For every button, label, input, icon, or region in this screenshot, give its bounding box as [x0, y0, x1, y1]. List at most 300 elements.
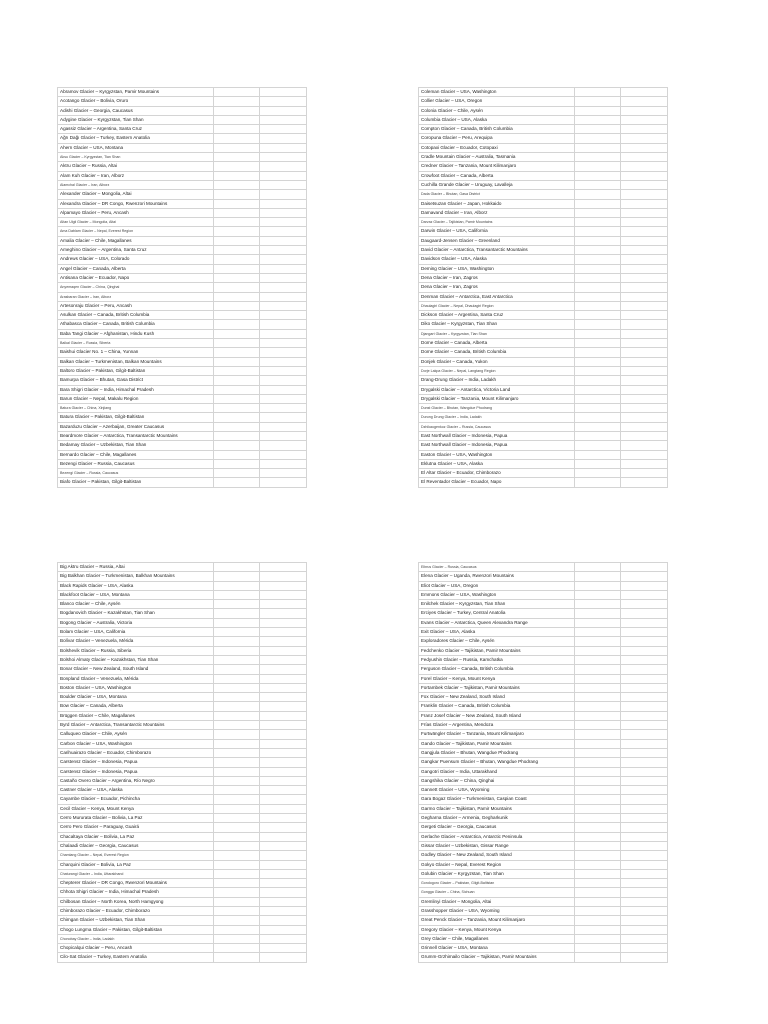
empty-cell	[575, 208, 621, 217]
table-row	[419, 916, 668, 925]
empty-cell	[214, 776, 260, 785]
empty-cell	[575, 879, 621, 888]
empty-cell	[575, 637, 621, 646]
table-row	[419, 180, 668, 189]
glacier-name-cell: Athabasca Glacier – Canada, British Columbia	[58, 320, 214, 329]
glacier-name-cell: Chamlang Glacier – Nepal, Everest Region	[58, 851, 214, 860]
table-row	[419, 459, 668, 468]
table-row	[419, 628, 668, 637]
table-row	[419, 171, 668, 180]
table-row	[58, 153, 307, 162]
glacier-name-cell: Abramov Glacier – Kyrgyzstan, Pamir Mountains	[58, 88, 214, 97]
empty-cell	[621, 478, 668, 487]
empty-cell	[575, 590, 621, 599]
table-row	[58, 106, 307, 115]
empty-cell	[621, 162, 668, 171]
table-row	[419, 693, 668, 702]
table-row	[58, 628, 307, 637]
empty-cell	[214, 925, 260, 934]
empty-cell	[621, 255, 668, 264]
table-row	[419, 711, 668, 720]
empty-cell	[575, 218, 621, 227]
empty-cell	[575, 906, 621, 915]
glacier-name-cell: Adygine Glacier – Kyrgyzstan, Tian Shan	[58, 115, 214, 124]
table-row	[58, 366, 307, 375]
empty-cell	[575, 227, 621, 236]
glacier-name-cell: Grumm-Grzhimailo Glacier – Tajikistan, Pamir Mountains	[419, 953, 575, 962]
glacier-name-cell: Arasbaran Glacier – Iran, Alborz	[58, 292, 214, 301]
glacier-name-cell: Brüggen Glacier – Chile, Magallanes	[58, 711, 214, 720]
empty-cell	[575, 674, 621, 683]
glacier-name-cell: Daugaard-Jensen Glacier – Greenland	[419, 236, 575, 245]
empty-cell	[621, 153, 668, 162]
table-row	[419, 665, 668, 674]
empty-cell	[260, 804, 307, 813]
table-row	[58, 385, 307, 394]
empty-cell	[260, 860, 307, 869]
empty-cell	[260, 609, 307, 618]
table-row	[58, 897, 307, 906]
empty-cell	[260, 153, 307, 162]
empty-cell	[260, 888, 307, 897]
glacier-name-cell: Blanco Glacier – Chile, Aysén	[58, 600, 214, 609]
empty-cell	[575, 888, 621, 897]
empty-cell	[575, 301, 621, 310]
empty-cell	[621, 711, 668, 720]
table-row	[419, 273, 668, 282]
empty-cell	[214, 88, 260, 97]
glacier-name-cell: Gangotri Glacier – India, Uttarakhand	[419, 767, 575, 776]
empty-cell	[260, 944, 307, 953]
glacier-name-cell: Gondogoro Glacier – Pakistan, Gilgit-Baltistan	[419, 879, 575, 888]
empty-cell	[260, 246, 307, 255]
table-row	[58, 804, 307, 813]
empty-cell	[621, 665, 668, 674]
empty-cell	[575, 897, 621, 906]
table-row	[419, 860, 668, 869]
empty-cell	[260, 171, 307, 180]
glacier-name-cell: Ahern Glacier – USA, Montana	[58, 143, 214, 152]
empty-cell	[621, 953, 668, 962]
table-row	[419, 934, 668, 943]
glacier-name-cell: Darvaz Glacier – Tajikistan, Pamir Mountains	[419, 218, 575, 227]
empty-cell	[621, 301, 668, 310]
empty-cell	[575, 431, 621, 440]
empty-cell	[575, 311, 621, 320]
glacier-name-cell: Dunst Glacier – Bhutan, Wangdue Phodrang	[419, 404, 575, 413]
empty-cell	[214, 944, 260, 953]
empty-cell	[621, 180, 668, 189]
empty-cell	[260, 953, 307, 962]
table-row	[419, 469, 668, 478]
table-row	[58, 655, 307, 664]
empty-cell	[621, 879, 668, 888]
empty-cell	[214, 459, 260, 468]
empty-cell	[575, 563, 621, 572]
empty-cell	[575, 581, 621, 590]
glacier-name-cell: Fedyushin Glacier – Russia, Kamchatka	[419, 655, 575, 664]
empty-cell	[260, 218, 307, 227]
empty-cell	[575, 655, 621, 664]
empty-cell	[260, 925, 307, 934]
table-row	[58, 609, 307, 618]
glacier-name-cell: Baba Tangi Glacier – Afghanistan, Hindu Kush	[58, 329, 214, 338]
glacier-name-cell: Chopicalqui Glacier – Peru, Ancash	[58, 944, 214, 953]
empty-cell	[214, 413, 260, 422]
empty-cell	[621, 944, 668, 953]
table-row	[419, 301, 668, 310]
empty-cell	[214, 376, 260, 385]
table-row	[58, 841, 307, 850]
empty-cell	[575, 441, 621, 450]
table-row	[419, 581, 668, 590]
empty-cell	[214, 394, 260, 403]
table-row	[58, 879, 307, 888]
empty-cell	[575, 841, 621, 850]
empty-cell	[621, 236, 668, 245]
empty-cell	[214, 628, 260, 637]
table-row	[419, 162, 668, 171]
table-row	[58, 469, 307, 478]
empty-cell	[214, 348, 260, 357]
empty-cell	[621, 450, 668, 459]
table-row	[58, 422, 307, 431]
empty-cell	[621, 459, 668, 468]
empty-cell	[260, 739, 307, 748]
empty-cell	[621, 97, 668, 106]
glacier-name-cell: Dzhikaugenkoz Glacier – Russia, Caucasus	[419, 422, 575, 431]
table-row	[58, 431, 307, 440]
table-row	[58, 618, 307, 627]
empty-cell	[575, 683, 621, 692]
empty-cell	[214, 422, 260, 431]
empty-cell	[621, 823, 668, 832]
empty-cell	[260, 106, 307, 115]
table-body	[419, 563, 668, 963]
empty-cell	[214, 702, 260, 711]
glacier-name-cell: Dome Glacier – Canada, British Columbia	[419, 348, 575, 357]
empty-cell	[575, 273, 621, 282]
empty-cell	[260, 283, 307, 292]
empty-cell	[575, 385, 621, 394]
table-row	[58, 869, 307, 878]
empty-cell	[214, 906, 260, 915]
empty-cell	[575, 339, 621, 348]
glacier-name-cell: Batura Glacier – China, Xinjiang	[58, 404, 214, 413]
empty-cell	[575, 730, 621, 739]
empty-cell	[214, 618, 260, 627]
glacier-name-cell: Elena Glacier – Uganda, Rwenzori Mountains	[419, 572, 575, 581]
table-row	[58, 450, 307, 459]
glacier-name-cell: Byrd Glacier – Antarctica, Transantarctic Mountains	[58, 721, 214, 730]
glacier-name-cell: Gremlinyi Glacier – Mongolia, Altai	[419, 897, 575, 906]
glacier-name-cell: Bogdanovich Glacier – Kazakhstan, Tian Shan	[58, 609, 214, 618]
glacier-name-cell: Gissar Glacier – Uzbekistan, Gissar Range	[419, 841, 575, 850]
glacier-name-cell: Exploradores Glacier – Chile, Aysén	[419, 637, 575, 646]
glacier-name-cell: Chalaadi Glacier – Georgia, Caucasus	[58, 841, 214, 850]
empty-cell	[621, 246, 668, 255]
empty-cell	[214, 590, 260, 599]
empty-cell	[260, 823, 307, 832]
empty-cell	[621, 637, 668, 646]
empty-cell	[575, 413, 621, 422]
table-row	[58, 227, 307, 236]
glacier-name-cell: Grey Glacier – Chile, Magallanes	[419, 934, 575, 943]
empty-cell	[621, 441, 668, 450]
empty-cell	[621, 292, 668, 301]
empty-cell	[260, 208, 307, 217]
glacier-name-cell: Bolshevik Glacier – Russia, Siberia	[58, 646, 214, 655]
empty-cell	[214, 329, 260, 338]
empty-cell	[621, 730, 668, 739]
empty-cell	[214, 236, 260, 245]
empty-cell	[260, 88, 307, 97]
glacier-name-cell: Anyemaqen Glacier – China, Qinghai	[58, 283, 214, 292]
empty-cell	[621, 171, 668, 180]
glacier-name-cell: Bamurpa Glacier – Bhutan, Gasa District	[58, 376, 214, 385]
empty-cell	[575, 869, 621, 878]
empty-cell	[621, 143, 668, 152]
empty-cell	[260, 637, 307, 646]
empty-cell	[214, 563, 260, 572]
glacier-name-cell: Furtwängler Glacier – Tanzania, Mount Kilimanjaro	[419, 730, 575, 739]
glacier-name-cell: Dena Glacier – Iran, Zagros	[419, 273, 575, 282]
table-row	[58, 301, 307, 310]
glacier-name-cell: Enilchek Glacier – Kyrgyzstan, Tian Shan	[419, 600, 575, 609]
glacier-name-cell: Cuchilla Grande Glacier – Uruguay, Lavalleja	[419, 180, 575, 189]
empty-cell	[575, 283, 621, 292]
empty-cell	[260, 702, 307, 711]
glacier-name-cell: Bernardo Glacier – Chile, Magallanes	[58, 450, 214, 459]
empty-cell	[621, 208, 668, 217]
empty-cell	[621, 851, 668, 860]
empty-cell	[260, 590, 307, 599]
empty-cell	[214, 283, 260, 292]
glacier-name-cell: Carstensz Glacier – Indonesia, Papua	[58, 767, 214, 776]
empty-cell	[575, 944, 621, 953]
empty-cell	[575, 702, 621, 711]
glacier-name-cell: Compton Glacier – Canada, British Columbia	[419, 125, 575, 134]
empty-cell	[575, 292, 621, 301]
table-row	[58, 730, 307, 739]
empty-cell	[575, 106, 621, 115]
empty-cell	[214, 758, 260, 767]
empty-cell	[214, 795, 260, 804]
empty-cell	[260, 459, 307, 468]
glacier-name-cell: Calluqueo Glacier – Chile, Aysén	[58, 730, 214, 739]
table-row	[58, 97, 307, 106]
glacier-name-cell: Boulder Glacier – USA, Montana	[58, 693, 214, 702]
glacier-name-cell: Fortambek Glacier – Tajikistan, Pamir Mountains	[419, 683, 575, 692]
glacier-name-cell: Gregory Glacier – Kenya, Mount Kenya	[419, 925, 575, 934]
glacier-name-cell: Cotopaxi Glacier – Ecuador, Cotopaxi	[419, 143, 575, 152]
table-row	[58, 739, 307, 748]
empty-cell	[621, 413, 668, 422]
empty-cell	[214, 246, 260, 255]
empty-cell	[214, 953, 260, 962]
empty-cell	[214, 227, 260, 236]
empty-cell	[214, 832, 260, 841]
table-row	[419, 618, 668, 627]
glacier-name-cell: Altan Ulgii Glacier – Mongolia, Altai	[58, 218, 214, 227]
empty-cell	[621, 832, 668, 841]
empty-cell	[260, 339, 307, 348]
glacier-name-cell: Biafo Glacier – Pakistan, Gilgit-Baltistan	[58, 478, 214, 487]
empty-cell	[575, 459, 621, 468]
empty-cell	[214, 125, 260, 134]
glacier-name-cell: Cerro Mururata Glacier – Bolivia, La Paz	[58, 814, 214, 823]
glacier-name-cell: Gangshika Glacier – China, Qinghai	[419, 776, 575, 785]
table-row	[58, 404, 307, 413]
table-row	[419, 702, 668, 711]
table-row	[58, 860, 307, 869]
empty-cell	[575, 153, 621, 162]
empty-cell	[575, 851, 621, 860]
table-row	[419, 329, 668, 338]
glacier-name-cell: Balkan Glacier – Turkmenistan, Balkan Mountains	[58, 357, 214, 366]
empty-cell	[214, 674, 260, 683]
table-row	[58, 665, 307, 674]
table-row	[58, 600, 307, 609]
empty-cell	[621, 767, 668, 776]
empty-cell	[621, 572, 668, 581]
empty-cell	[214, 814, 260, 823]
glacier-name-cell: David Glacier – Antarctica, Transantarctic Mountains	[419, 246, 575, 255]
empty-cell	[260, 730, 307, 739]
table-row	[58, 478, 307, 487]
table-row	[419, 450, 668, 459]
empty-cell	[621, 721, 668, 730]
empty-cell	[621, 283, 668, 292]
glacier-name-cell: Dorje Lakpa Glacier – Nepal, Langtang Region	[419, 366, 575, 375]
glacier-name-cell: Darwin Glacier – USA, California	[419, 227, 575, 236]
empty-cell	[621, 795, 668, 804]
glacier-name-cell: Golubin Glacier – Kyrgyzstan, Tian Shan	[419, 869, 575, 878]
table-row	[419, 478, 668, 487]
glacier-name-cell: Deming Glacier – USA, Washington	[419, 264, 575, 273]
table-row	[58, 413, 307, 422]
table-row	[419, 236, 668, 245]
glacier-name-cell: Damavand Glacier – Iran, Alborz	[419, 208, 575, 217]
table-row	[58, 637, 307, 646]
empty-cell	[260, 776, 307, 785]
empty-cell	[260, 320, 307, 329]
table-row	[419, 190, 668, 199]
table-row	[419, 208, 668, 217]
table-row	[58, 320, 307, 329]
empty-cell	[575, 832, 621, 841]
empty-cell	[260, 906, 307, 915]
table-row	[419, 953, 668, 962]
empty-cell	[260, 646, 307, 655]
table-row	[419, 823, 668, 832]
glacier-name-cell: Blackfoot Glacier – USA, Montana	[58, 590, 214, 599]
glacier-name-cell: Franklin Glacier – Canada, British Columbia	[419, 702, 575, 711]
glacier-name-cell: Elbrus Glacier – Russia, Caucasus	[419, 563, 575, 572]
empty-cell	[621, 422, 668, 431]
glacier-name-cell: Fox Glacier – New Zealand, South Island	[419, 693, 575, 702]
empty-cell	[621, 469, 668, 478]
empty-cell	[621, 581, 668, 590]
glacier-name-cell: Dena Glacier – Iran, Zagros	[419, 283, 575, 292]
glacier-name-cell: Chhota Shigri Glacier – India, Himachal Pradesh	[58, 888, 214, 897]
glacier-name-cell: Carbon Glacier – USA, Washington	[58, 739, 214, 748]
empty-cell	[575, 357, 621, 366]
glacier-name-cell: Castaño Overo Glacier – Argentina, Río Negro	[58, 776, 214, 785]
glacier-name-cell: Gongga Glacier – China, Sichuan	[419, 888, 575, 897]
glacier-name-cell: Forel Glacier – Kenya, Mount Kenya	[419, 674, 575, 683]
table-row	[58, 180, 307, 189]
empty-cell	[621, 860, 668, 869]
empty-cell	[260, 441, 307, 450]
glacier-name-cell: Gokyo Glacier – Nepal, Everest Region	[419, 860, 575, 869]
table-row	[58, 115, 307, 124]
table-body	[58, 563, 307, 963]
empty-cell	[260, 180, 307, 189]
table-row	[58, 199, 307, 208]
glacier-name-cell: Gangkar Puensum Glacier – Bhutan, Wangdue Phodrang	[419, 758, 575, 767]
empty-cell	[621, 925, 668, 934]
empty-cell	[621, 841, 668, 850]
empty-cell	[214, 171, 260, 180]
table-row	[419, 944, 668, 953]
empty-cell	[260, 97, 307, 106]
empty-cell	[214, 441, 260, 450]
empty-cell	[260, 404, 307, 413]
empty-cell	[575, 478, 621, 487]
table-row	[58, 563, 307, 572]
glacier-table-top-right	[418, 87, 662, 488]
empty-cell	[575, 143, 621, 152]
empty-cell	[575, 572, 621, 581]
glacier-name-cell: Artesonraju Glacier – Peru, Ancash	[58, 301, 214, 310]
table-row	[419, 758, 668, 767]
empty-cell	[260, 478, 307, 487]
empty-cell	[621, 869, 668, 878]
glacier-name-cell: Black Rapids Glacier – USA, Alaska	[58, 581, 214, 590]
empty-cell	[214, 711, 260, 720]
glacier-name-cell: Gergeti Glacier – Georgia, Caucasus	[419, 823, 575, 832]
empty-cell	[621, 190, 668, 199]
empty-cell	[260, 618, 307, 627]
empty-cell	[621, 609, 668, 618]
empty-cell	[621, 628, 668, 637]
table-row	[419, 739, 668, 748]
table-row	[419, 134, 668, 143]
empty-cell	[260, 255, 307, 264]
empty-cell	[260, 767, 307, 776]
table-row	[419, 674, 668, 683]
glacier-name-cell: Dome Glacier – Canada, Alberta	[419, 339, 575, 348]
table-row	[58, 646, 307, 655]
table-row	[419, 376, 668, 385]
table-row	[58, 711, 307, 720]
empty-cell	[214, 851, 260, 860]
empty-cell	[260, 721, 307, 730]
empty-cell	[621, 199, 668, 208]
glacier-name-cell: Easton Glacier – USA, Washington	[419, 450, 575, 459]
empty-cell	[214, 637, 260, 646]
table-row	[419, 906, 668, 915]
empty-cell	[260, 385, 307, 394]
empty-cell	[214, 767, 260, 776]
table-row	[419, 311, 668, 320]
table-row	[419, 851, 668, 860]
table-row	[419, 897, 668, 906]
table-row	[58, 814, 307, 823]
empty-cell	[575, 469, 621, 478]
empty-cell	[260, 758, 307, 767]
